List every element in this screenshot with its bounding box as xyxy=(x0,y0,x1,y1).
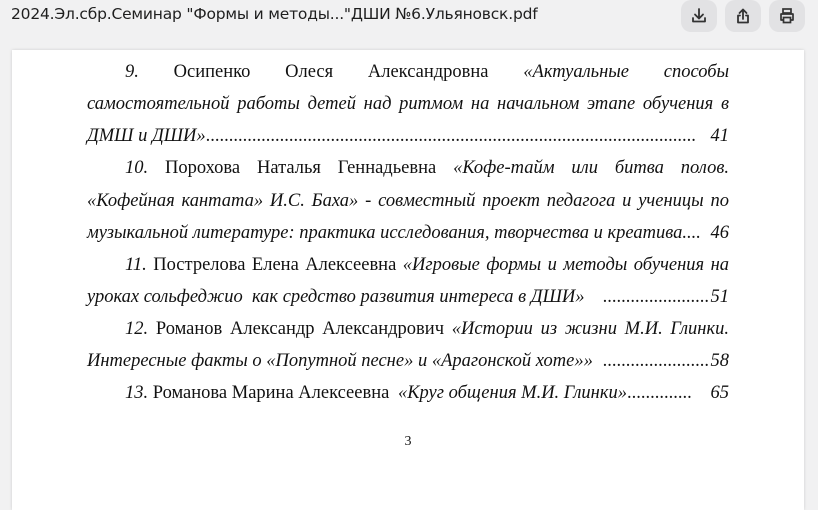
entry-page: 58 xyxy=(710,351,729,371)
entry-author: Романов Александр Александрович xyxy=(155,319,444,339)
entry-author: Пострелова Елена Алексеевна xyxy=(153,255,397,275)
share-button[interactable] xyxy=(725,0,761,32)
print-icon xyxy=(778,7,796,25)
toc-entry-10-line-3 xyxy=(87,221,729,245)
entry-author: Осипенко Олеся Александровна xyxy=(173,62,489,82)
entry-title-end: музыкальной литературе: практика исследования, творчества и креатива xyxy=(87,223,683,243)
toc-entry-12-line-2 xyxy=(87,349,729,373)
download-button[interactable] xyxy=(681,0,717,32)
share-icon xyxy=(734,7,752,25)
entry-page: 41 xyxy=(710,126,729,146)
entry-page: 65 xyxy=(710,383,729,403)
entry-title-end: ДМШ и ДШИ» xyxy=(87,126,206,146)
entry-number: 10. xyxy=(125,158,149,178)
document-title: 2024.Эл.сбр.Семинар "Формы и методы..."ДШИ №6.Ульяновск.pdf xyxy=(11,5,538,23)
toc-entry-11-line-1 xyxy=(125,253,729,277)
toc-entry-10-line-1 xyxy=(125,156,729,180)
toc-entry-13-line-1 xyxy=(125,381,729,405)
entry-title: «Игровые формы и методы обучения на xyxy=(402,255,730,275)
entry-title-end: уроках сольфеджио как средство развития интереса в ДШИ» xyxy=(87,287,585,307)
entry-title: «Кофе-тайм или битва полов. xyxy=(453,158,729,178)
entry-title-cont: «Кофейная кантата» И.С. Баха» - совместный проект педагога и ученицы по xyxy=(87,191,729,211)
entry-author: Порохова Наталья Геннадьевна xyxy=(164,158,437,178)
toc-entry-12-line-1 xyxy=(125,317,729,341)
entry-title: «Актуальные способы xyxy=(523,62,730,82)
toc-entry-11-line-2 xyxy=(87,285,729,309)
viewer-toolbar xyxy=(0,0,818,50)
entry-page: 51 xyxy=(710,287,729,307)
pdf-page xyxy=(12,50,804,510)
leader-dots: ....................... xyxy=(602,287,709,307)
toc-entry-10-line-2 xyxy=(87,189,729,213)
toc-entry-9-line-3 xyxy=(87,124,729,148)
leader-dots: .......................................................................................................... xyxy=(205,126,696,146)
leader-dots: .... xyxy=(682,223,701,243)
entry-number: 11. xyxy=(125,255,147,275)
toc-entry-9-line-1 xyxy=(125,60,729,84)
leader-dots: ....................... xyxy=(602,351,709,371)
leader-dots: .............. xyxy=(627,383,692,403)
entry-title-end: Интересные факты о «Попутной песне» и «Арагонской хоте»» xyxy=(87,351,593,371)
entry-number: 9. xyxy=(125,62,139,82)
entry-number: 13. xyxy=(125,383,149,403)
page-number: 3 xyxy=(404,434,412,449)
entry-number: 12. xyxy=(125,319,149,339)
entry-author: Романова Марина Алексеевна xyxy=(152,383,390,403)
toc-entry-9-line-2 xyxy=(87,92,729,116)
entry-title-cont: самостоятельной работы детей над ритмом на начальном этапе обучения в xyxy=(87,94,729,114)
entry-title: «Круг общения М.И. Глинки» xyxy=(397,383,627,403)
entry-page: 46 xyxy=(710,223,729,243)
download-icon xyxy=(690,7,708,25)
print-button[interactable] xyxy=(769,0,805,32)
entry-title: «Истории из жизни М.И. Глинки. xyxy=(451,319,729,339)
